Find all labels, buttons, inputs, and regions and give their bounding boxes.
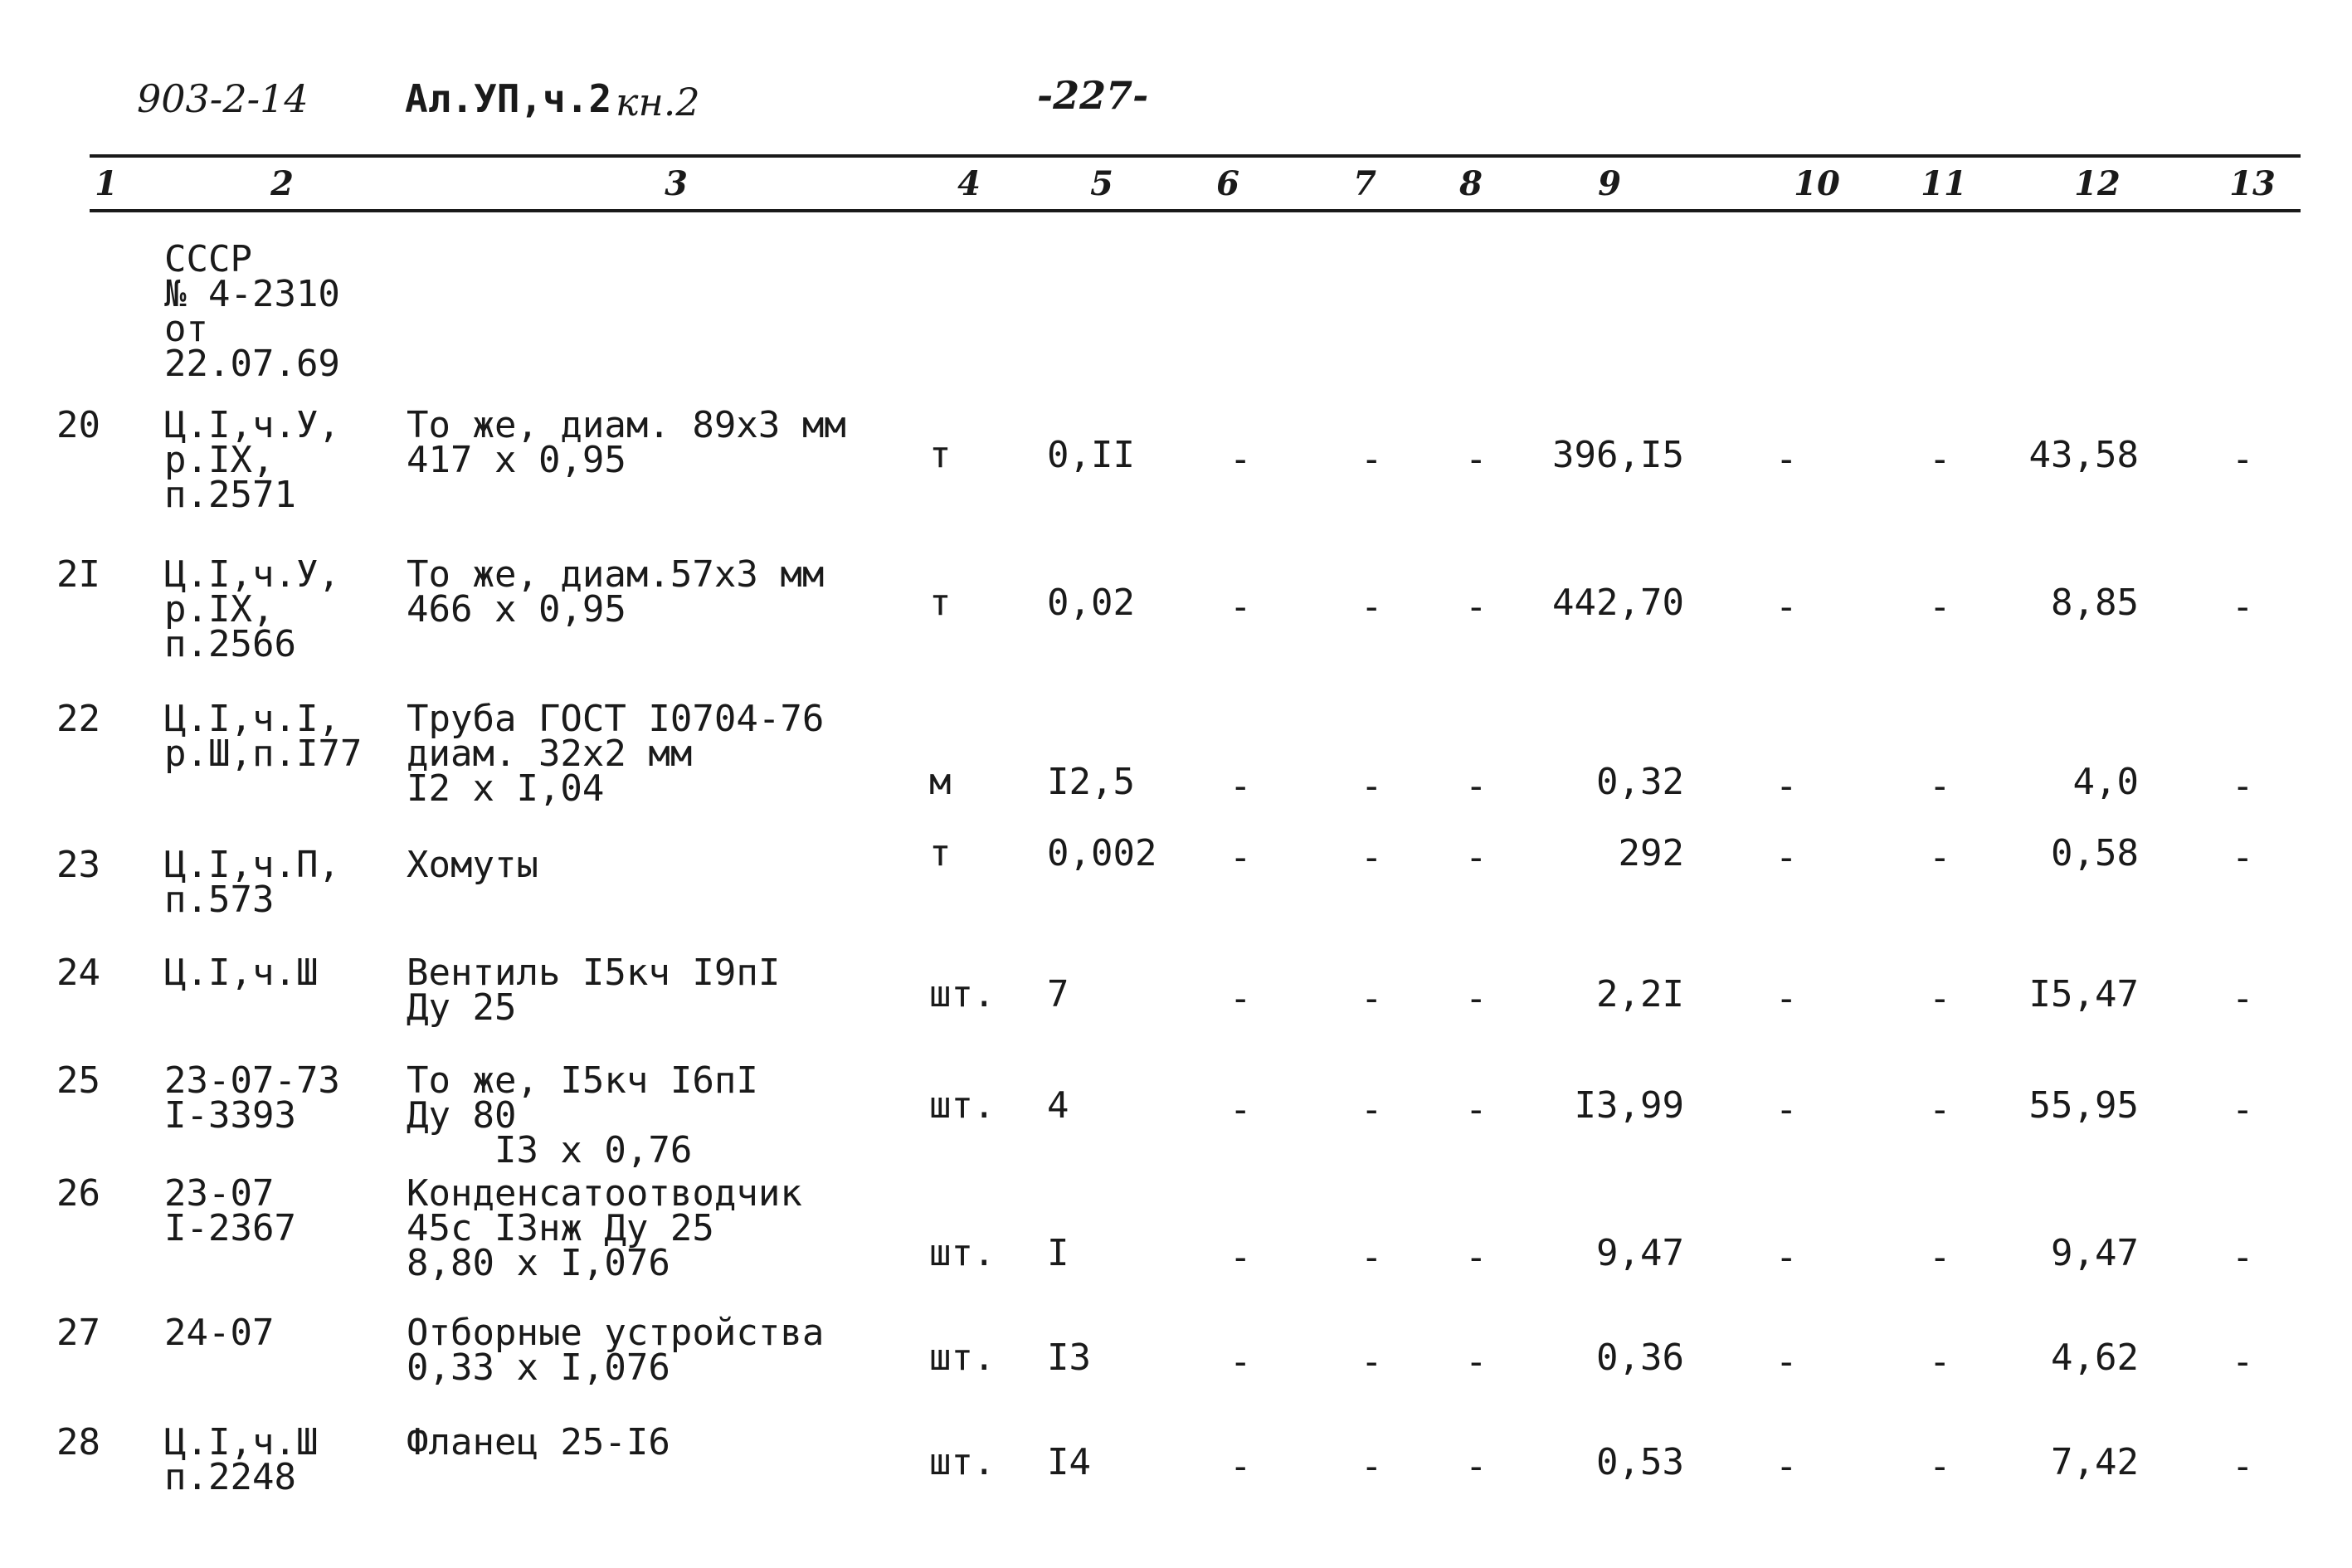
table-header-rule (90, 209, 2301, 212)
row-number: 20 (56, 404, 100, 446)
row-c7-value: - (1361, 977, 1383, 1020)
row-c10-value: - (1775, 1341, 1798, 1383)
row-c13-value: - (2232, 586, 2254, 628)
row-c10-value: - (1775, 977, 1798, 1020)
row-basis: Ц.I,ч.У, р.IX, п.2566 (164, 553, 340, 665)
row-description: Конденсатоотводчик 45с I3нж Ду 25 8,80 х I,076 (407, 1172, 802, 1284)
row-c11-value: - (1929, 1445, 1951, 1488)
row-basis: 23-07-73 I-3393 (164, 1059, 340, 1137)
row-c6-value: - (1230, 438, 1252, 480)
row-c8-value: - (1465, 1088, 1488, 1131)
row-description: Отборные устройства 0,33 х I,076 (407, 1312, 825, 1389)
column-number-1: 1 (95, 164, 118, 203)
row-c13-value: - (2232, 1341, 2254, 1383)
row-unit: шт. (929, 1232, 996, 1274)
column-number-8: 8 (1459, 164, 1483, 203)
row-c10-value: - (1775, 438, 1798, 480)
row-price: I3,99 (1574, 1084, 1684, 1127)
row-c11-value: - (1929, 977, 1951, 1020)
row-c7-value: - (1361, 1236, 1383, 1278)
column-number-12: 12 (2074, 164, 2121, 203)
row-c7-value: - (1361, 836, 1383, 879)
row-quantity: 7 (1047, 973, 1069, 1015)
row-unit: т (929, 832, 952, 874)
row-c8-value: - (1465, 586, 1488, 628)
row-total: 4,0 (2072, 761, 2139, 803)
row-total: 55,95 (2028, 1084, 2139, 1127)
row-unit: шт. (929, 1441, 996, 1483)
row-c7-value: - (1361, 438, 1383, 480)
row-unit: т (929, 582, 952, 624)
row-price: 2,2I (1596, 973, 1684, 1015)
row-number: 24 (56, 952, 100, 994)
row-c7-value: - (1361, 1341, 1383, 1383)
row-unit: шт. (929, 1337, 996, 1379)
column-number-4: 4 (957, 164, 981, 203)
row-c13-value: - (2232, 1088, 2254, 1131)
column-number-13: 13 (2229, 164, 2276, 203)
row-c11-value: - (1929, 1088, 1951, 1131)
row-c6-value: - (1230, 836, 1252, 879)
row-total: 0,58 (2051, 832, 2139, 874)
row-c11-value: - (1929, 1236, 1951, 1278)
row-c13-value: - (2232, 438, 2254, 480)
row-description: То же, I5кч I6пI Ду 80 I3 х 0,76 (407, 1059, 758, 1171)
row-c10-value: - (1775, 1236, 1798, 1278)
row-c8-value: - (1465, 1341, 1488, 1383)
row-total: I5,47 (2028, 973, 2139, 1015)
row-price: 0,53 (1596, 1441, 1684, 1483)
row-number: 22 (56, 698, 100, 740)
row-c6-value: - (1230, 1445, 1252, 1488)
row-price: 9,47 (1596, 1232, 1684, 1274)
row-quantity: 0,02 (1047, 582, 1135, 624)
album-reference: Ал.УП,ч.2 (405, 76, 612, 121)
row-number: 28 (56, 1421, 100, 1463)
row-description: Хомуты (407, 844, 538, 886)
row-c7-value: - (1361, 586, 1383, 628)
row-c6-value: - (1230, 977, 1252, 1020)
page-number: -227- (1037, 73, 1149, 118)
column-number-11: 11 (1921, 164, 1967, 203)
row-total: 7,42 (2051, 1441, 2139, 1483)
row-c10-value: - (1775, 765, 1798, 807)
row-number: 27 (56, 1312, 100, 1354)
document-code: 903-2-14 (137, 76, 309, 121)
row-number: 26 (56, 1172, 100, 1215)
row-c8-value: - (1465, 438, 1488, 480)
row-quantity: I (1047, 1232, 1069, 1274)
row-c10-value: - (1775, 1445, 1798, 1488)
row-c8-value: - (1465, 1445, 1488, 1488)
row-c10-value: - (1775, 586, 1798, 628)
row-c6-value: - (1230, 1236, 1252, 1278)
row-price: 442,70 (1552, 582, 1684, 624)
row-unit: шт. (929, 1084, 996, 1127)
row-unit: м (929, 761, 952, 803)
row-basis: Ц.I,ч.У, р.IX, п.2571 (164, 404, 340, 516)
row-price: 396,I5 (1552, 434, 1684, 476)
row-c11-value: - (1929, 836, 1951, 879)
column-number-5: 5 (1090, 164, 1113, 203)
column-number-9: 9 (1598, 164, 1621, 203)
book-reference: кн.2 (616, 80, 700, 124)
row-c8-value: - (1465, 1236, 1488, 1278)
row-c11-value: - (1929, 765, 1951, 807)
row-c13-value: - (2232, 1445, 2254, 1488)
row-quantity: 0,II (1047, 434, 1135, 476)
row-c11-value: - (1929, 438, 1951, 480)
row-total: 9,47 (2051, 1232, 2139, 1274)
row-number: 23 (56, 844, 100, 886)
row-c13-value: - (2232, 765, 2254, 807)
row-basis: Ц.I,ч.I, р.Ш,п.I77 (164, 698, 363, 775)
column-number-3: 3 (665, 164, 688, 203)
row-unit: шт. (929, 973, 996, 1015)
row-description: То же, диам.57х3 мм 466 х 0,95 (407, 553, 825, 631)
row-basis: Ц.I,ч.Ш п.2248 (164, 1421, 319, 1498)
row-c11-value: - (1929, 586, 1951, 628)
table-top-rule (90, 154, 2301, 158)
row-c13-value: - (2232, 1236, 2254, 1278)
row-quantity: I2,5 (1047, 761, 1135, 803)
row-total: 43,58 (2028, 434, 2139, 476)
row-c7-value: - (1361, 1088, 1383, 1131)
row-quantity: 0,002 (1047, 832, 1157, 874)
row-c13-value: - (2232, 836, 2254, 879)
column-number-7: 7 (1353, 164, 1376, 203)
prefix-basis: СССР № 4-2310 от 22.07.69 (164, 238, 340, 385)
row-c8-value: - (1465, 765, 1488, 807)
row-c7-value: - (1361, 1445, 1383, 1488)
row-description: Фланец 25-I6 (407, 1421, 670, 1463)
row-basis: Ц.I,ч.Ш (164, 952, 319, 994)
row-price: 0,32 (1596, 761, 1684, 803)
row-c13-value: - (2232, 977, 2254, 1020)
row-description: Труба ГОСТ I0704-76 диам. 32х2 мм I2 х I,04 (407, 698, 825, 810)
row-c6-value: - (1230, 586, 1252, 628)
row-c6-value: - (1230, 765, 1252, 807)
row-c6-value: - (1230, 1341, 1252, 1383)
row-c7-value: - (1361, 765, 1383, 807)
row-c11-value: - (1929, 1341, 1951, 1383)
row-quantity: I4 (1047, 1441, 1091, 1483)
row-basis: 23-07 I-2367 (164, 1172, 296, 1249)
row-unit: т (929, 434, 952, 476)
row-description: Вентиль I5кч I9пI Ду 25 (407, 952, 781, 1029)
column-number-6: 6 (1216, 164, 1239, 203)
row-price: 292 (1618, 832, 1684, 874)
row-price: 0,36 (1596, 1337, 1684, 1379)
row-c6-value: - (1230, 1088, 1252, 1131)
row-c8-value: - (1465, 836, 1488, 879)
row-number: 2I (56, 553, 100, 596)
row-number: 25 (56, 1059, 100, 1102)
column-number-10: 10 (1794, 164, 1840, 203)
column-number-2: 2 (270, 164, 294, 203)
row-quantity: 4 (1047, 1084, 1069, 1127)
row-quantity: I3 (1047, 1337, 1091, 1379)
row-description: То же, диам. 89х3 мм 417 х 0,95 (407, 404, 846, 481)
row-total: 8,85 (2051, 582, 2139, 624)
row-c10-value: - (1775, 1088, 1798, 1131)
row-basis: 24-07 (164, 1312, 275, 1354)
row-c8-value: - (1465, 977, 1488, 1020)
row-basis: Ц.I,ч.П, п.573 (164, 844, 340, 921)
row-total: 4,62 (2051, 1337, 2139, 1379)
row-c10-value: - (1775, 836, 1798, 879)
